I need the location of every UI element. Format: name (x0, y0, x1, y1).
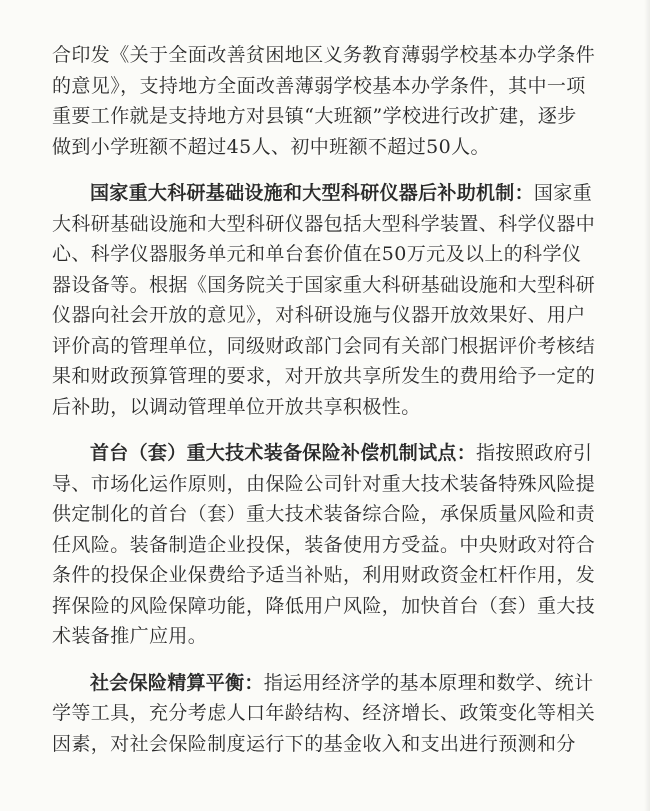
text-line: 导、市场化运作原则，由保险公司针对重大技术装备特殊风险提 (52, 472, 596, 495)
term-definition-start: 指运用经济学的基本原理和数学、统计 (263, 671, 594, 694)
text-line: 因素，对社会保险制度运行下的基金收入和支出进行预测和分 (52, 732, 576, 755)
paragraph-social-insurance (52, 668, 622, 760)
text-line-first (52, 668, 622, 699)
term-definition-start: 国家重 (533, 182, 593, 204)
text-line: 条件的投保企业保费给予适当补贴，利用财政资金杠杆作用，发 (52, 564, 596, 586)
term-definition-start: 指按照政府引 (476, 442, 593, 464)
paragraph-research-facilities (52, 178, 622, 422)
text-line: 评价高的管理单位，同级财政部门会同有关部门根据评价考核结 (52, 334, 596, 357)
text-line: 术装备推广应用。 (52, 625, 208, 647)
text-line: 合印发《关于全面改善贫困地区义务教育薄弱学校基本办学条件 (52, 44, 596, 66)
text-line: 果和财政预算管理的要求，对开放共享所发生的费用给予一定的 (52, 365, 596, 387)
term-heading: 国家重大科研基础设施和大型科研仪器后补助机制： (90, 182, 534, 204)
text-line: 仪器向社会开放的意见》，对科研设施与仪器开放效果好、用户 (52, 304, 586, 326)
text-line: 学等工具，充分考虑人口年龄结构、经济增长、政策变化等相关 (52, 702, 596, 724)
text-line: 后补助，以调动管理单位开放共享积极性。 (52, 395, 421, 418)
text-line: 心、科学仪器服务单元和单台套价值在50万元及以上的科学仪 (52, 243, 582, 265)
paragraph-continuation (52, 40, 622, 162)
text-line: 挥保险的风险保障功能，降低用户风险，加快首台（套）重大技 (52, 594, 596, 617)
text-line: 重要工作就是支持地方对县镇“大班额”学校进行改扩建，逐步 (52, 105, 577, 127)
text-line: 大科研基础设施和大型科研仪器包括大型科学装置、科学仪器中 (52, 212, 596, 235)
term-heading: 首台（套）重大技术装备保险补偿机制试点： (90, 442, 477, 464)
text-line: 供定制化的首台（套）重大技术装备综合险，承保质量风险和责 (52, 503, 596, 525)
text-line: 任风险。装备制造企业投保，装备使用方受益。中央财政对符合 (52, 533, 596, 556)
text-line-first (52, 178, 622, 209)
text-line: 的意见》，支持地方全面改善薄弱学校基本办学条件，其中一项 (52, 74, 586, 97)
scan-shadow (644, 0, 650, 811)
text-line-first (52, 438, 622, 469)
term-heading: 社会保险精算平衡： (90, 671, 264, 694)
text-line: 做到小学班额不超过45人、初中班额不超过50人。 (52, 135, 490, 158)
text-line: 器设备等。根据《国务院关于国家重大科研基础设施和大型科研 (52, 273, 596, 296)
paragraph-equipment-insurance (52, 438, 622, 652)
